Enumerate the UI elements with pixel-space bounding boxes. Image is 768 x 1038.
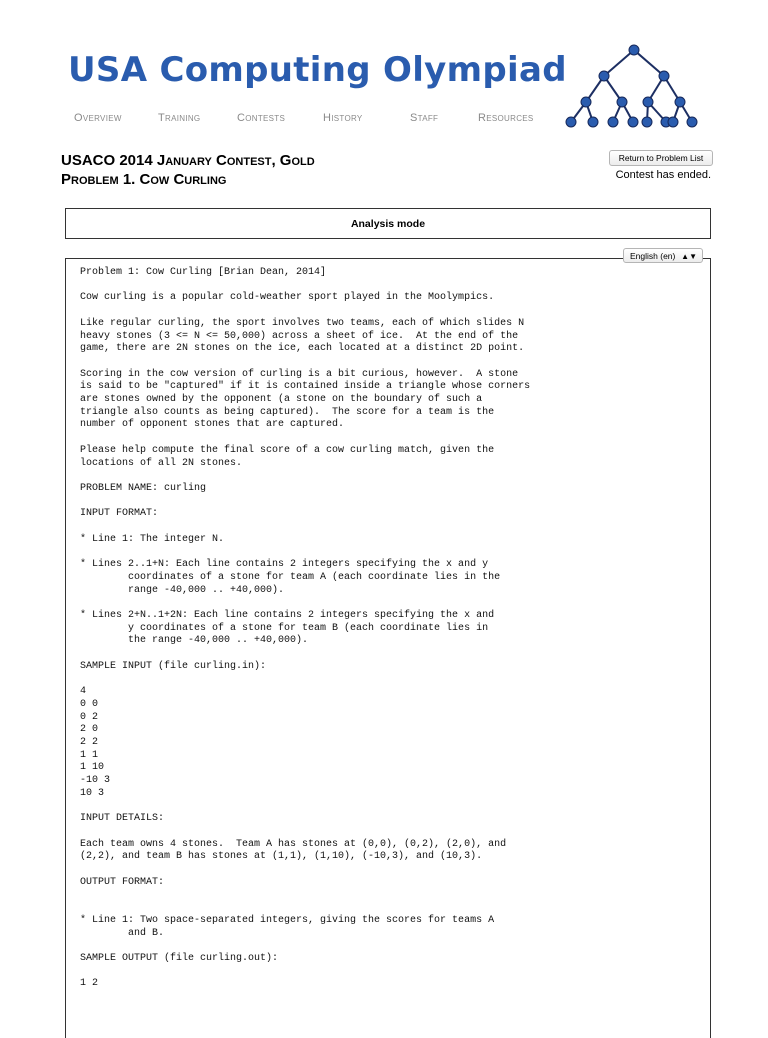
nav-history[interactable]: History: [323, 112, 363, 124]
problem-title: Problem 1. Cow Curling: [61, 171, 227, 188]
language-select[interactable]: [623, 248, 703, 263]
usaco-logo-text[interactable]: USA Computing Olympiad: [68, 50, 567, 90]
nav-training[interactable]: Training: [158, 112, 201, 124]
contest-status: Contest has ended.: [615, 169, 711, 181]
tree-logo-icon: [560, 40, 710, 132]
select-arrows-icon: ▲▼: [681, 252, 697, 261]
nav-overview[interactable]: Overview: [74, 112, 122, 124]
nav-staff[interactable]: Staff: [410, 112, 439, 124]
main-nav: [74, 112, 544, 130]
return-to-problem-list-button[interactable]: Return to Problem List: [609, 150, 713, 166]
analysis-mode-banner: [65, 208, 711, 239]
language-select-value: English (en): [630, 251, 676, 261]
problem-statement-text: Problem 1: Cow Curling [Brian Dean, 2014] Cow curling is a popular cold-weather sport played in the Moolympics. Like regular curling, the sport involves two teams, each of which slides N heavy stones (3 <= N <= 50,000) across a sheet of ice. At the end of the game, there are 2N stones on the ice, each located at a distinct 2D point. Scoring in the cow version of curling is a bit curious, however. A stone is said to be "captured" if it is contained inside a triangle whose corners are stones owned by the opponent (a stone on the boundary of such a triangle also counts as being captured). The score for a team is the number of opponent stones that are captured. Please help compute the final score of a cow curling match, given the locations of all 2N stones. PROBLEM NAME: curling INPUT FORMAT: * Line 1: The integer N. * Lines 2..1+N: Each line contains 2 integers specifying the x and y coordinates of a stone for team A (each coordinate lies in the range -40,000 .. +40,000). * Lines 2+N..1+2N: Each line contains 2 integers specifying the x and y coordinates of a stone for team B (each coordinate lies in the range -40,000 .. +40,000). SAMPLE INPUT (file curling.in): 4 0 0 0 2 2 0 2 2 1 1 1 10 -10 3 10 3 INPUT DETAILS: Each team owns 4 stones. Team A has stones at (0,0), (0,2), (2,0), and (2,2), and team B has stones at (1,1), (1,10), (-10,3), and (10,3). OUTPUT FORMAT: * Line 1: Two space-separated integers, giving the scores for teams A and B. SAMPLE OUTPUT (file curling.out): 1 2: [80, 267, 531, 990]
nav-contests[interactable]: Contests: [237, 112, 286, 124]
analysis-mode-label: Analysis mode: [350, 218, 426, 230]
contest-title: USACO 2014 January Contest, Gold: [61, 152, 315, 169]
nav-resources[interactable]: Resources: [478, 112, 534, 124]
